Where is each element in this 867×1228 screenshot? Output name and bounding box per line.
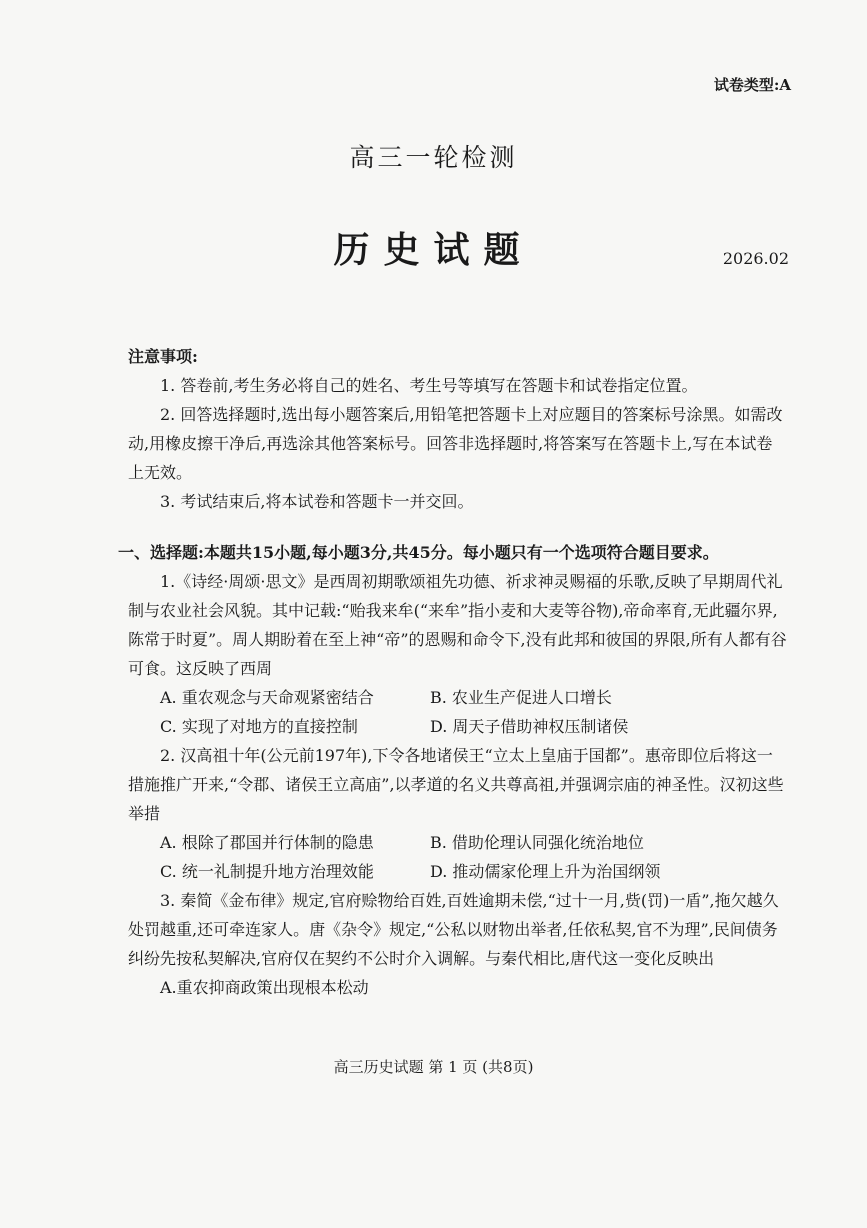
option-a: A.重农抑商政策出现根本松动 xyxy=(160,978,369,997)
page-footer: 高三历史试题 第 1 页 (共8页) xyxy=(333,1058,534,1076)
exam-date: 2026.02 xyxy=(722,249,789,268)
option-row xyxy=(128,857,788,886)
option-d: D. 周天子借助神权压制诸侯 xyxy=(430,717,629,736)
exam-subtitle: 高三一轮检测 xyxy=(349,143,518,172)
notice-item: 1. 答卷前,考生务必将自己的姓名、考生号等填写在答题卡和试卷指定位置。 xyxy=(160,376,698,395)
option-b: B. 借助伦理认同强化统治地位 xyxy=(430,833,644,852)
option-a: A. 根除了郡国并行体制的隐患 xyxy=(160,833,374,852)
section-heading: 一、选择题:本题共15小题,每小题3分,共45分。每小题只有一个选项符合题目要求。 xyxy=(118,543,719,562)
notice-item: 2. 回答选择题时,选出每小题答案后,用铅笔把答题卡上对应题目的答案标号涂黑。如需改动,用橡皮擦干净后,再选涂其他答案标号。回答非选择题时,将答案写在答题卡上,写在本试卷上无效。 xyxy=(128,405,783,482)
option-c: C. 实现了对地方的直接控制 xyxy=(160,717,358,736)
option-row xyxy=(128,712,788,741)
option-d: D. 推动儒家伦理上升为治国纲领 xyxy=(430,862,661,881)
option-row xyxy=(128,683,788,712)
option-row xyxy=(128,973,788,1002)
option-row xyxy=(128,828,788,857)
option-b: B. 农业生产促进人口增长 xyxy=(430,688,612,707)
option-a: A. 重农观念与天命观紧密结合 xyxy=(160,688,374,707)
exam-title: 历史试题 xyxy=(333,229,534,271)
question-stem: 3. 秦简《金布律》规定,官府赊物给百姓,百姓逾期未偿,“过十一月,赀(罚)一盾”,拖欠越久处罚越重,还可牵连家人。唐《杂令》规定,“公私以财物出举者,任依私契,官不为理”,民间债务纠纷先按私契解决,官府仅在契约不公时介入调解。与秦代相比,唐代这一变化反映出 xyxy=(128,891,779,968)
paper-type-label: 试卷类型:A xyxy=(713,76,791,94)
option-c: C. 统一礼制提升地方治理效能 xyxy=(160,862,374,881)
question-stem: 1.《诗经·周颂·思文》是西周初期歌颂祖先功德、祈求神灵赐福的乐歌,反映了早期周代礼制与农业社会风貌。其中记载:“贻我来牟(“来牟”指小麦和大麦等谷物),帝命率育,无此疆尔界,陈常于时夏”。周人期盼着在至上神“帝”的恩赐和命令下,没有此邦和彼国的界限,所有人都有谷可食。这反映了西周 xyxy=(128,572,787,678)
notice-item: 3. 考试结束后,将本试卷和答题卡一并交回。 xyxy=(160,492,474,511)
notice-heading: 注意事项: xyxy=(128,347,198,366)
exam-content xyxy=(118,342,788,1002)
question-stem: 2. 汉高祖十年(公元前197年),下令各地诸侯王“立太上皇庙于国都”。惠帝即位后将这一措施推广开来,“令郡、诸侯王立高庙”,以孝道的名义共尊高祖,并强调宗庙的神圣性。汉初这些举措 xyxy=(128,746,784,823)
